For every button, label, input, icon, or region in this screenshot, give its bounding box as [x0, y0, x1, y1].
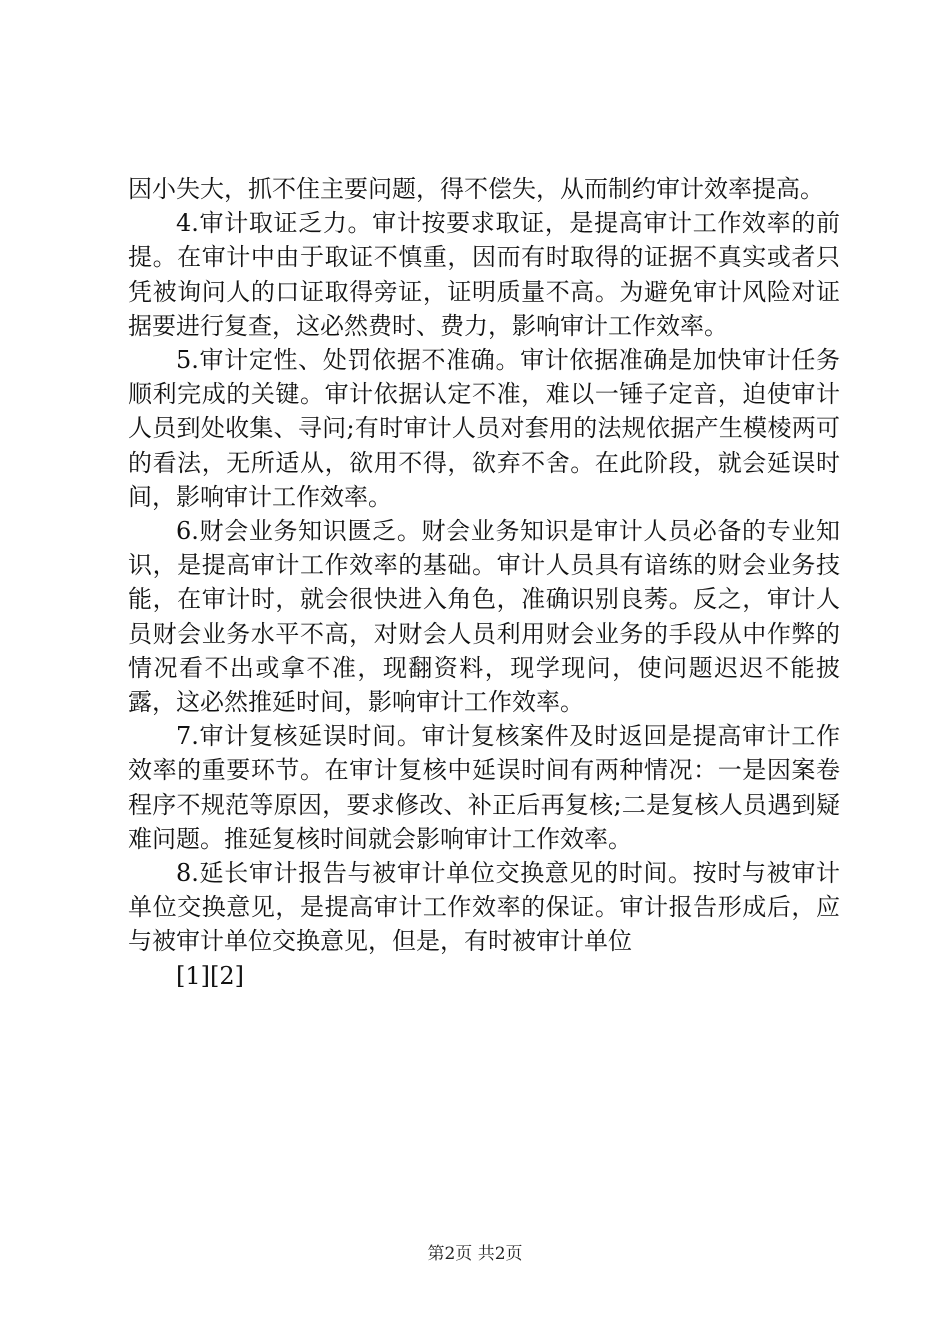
paragraph-item-6: 6.财会业务知识匮乏。财会业务知识是审计人员必备的专业知识，是提高审计工作效率的基础。审计人员具有谙练的财会业务技能，在审计时，就会很快进入角色，准确识别良莠。反之，审计人员财会业务水平不高，对财会人员利用财会业务的手段从中作弊的情况看不出或拿不准，现翻资料，现学现问，使问题迟迟不能披露，这必然推延时间，影响审计工作效率。: [128, 517, 840, 717]
page-footer: [0, 1243, 950, 1265]
paragraph-item-8: 8.延长审计报告与被审计单位交换意见的时间。按时与被审计单位交换意见，是提高审计工作效率的保证。审计报告形成后，应与被审计单位交换意见，但是，有时被审计单位: [128, 859, 840, 956]
page-indicator: 第2页 共2页: [427, 1244, 523, 1264]
paragraph-item-4: 4.审计取证乏力。审计按要求取证，是提高审计工作效率的前提。在审计中由于取证不慎重，因而有时取得的证据不真实或者只凭被询问人的口证取得旁证，证明质量不高。为避免审计风险对证据要进行复查，这必然费时、费力，影响审计工作效率。: [128, 209, 840, 340]
paragraph-item-7: 7.审计复核延误时间。审计复核案件及时返回是提高审计工作效率的重要环节。在审计复核中延误时间有两种情况：一是因案卷程序不规范等原因，要求修改、补正后再复核;二是复核人员遇到疑难问题。推延复核时间就会影响审计工作效率。: [128, 722, 840, 853]
paragraph-item-5: 5.审计定性、处罚依据不准确。审计依据准确是加快审计任务顺利完成的关键。审计依据认定不准，难以一锤子定音，迫使审计人员到处收集、寻问;有时审计人员对套用的法规依据产生模棱两可的看法，无所适从，欲用不得，欲弃不舍。在此阶段，就会延误时间，影响审计工作效率。: [128, 346, 840, 511]
paragraph-continuation: 因小失大，抓不住主要问题，得不偿失，从而制约审计效率提高。: [128, 175, 824, 203]
page-links[interactable]: [1][2]: [176, 961, 244, 990]
document-body: [128, 172, 840, 993]
